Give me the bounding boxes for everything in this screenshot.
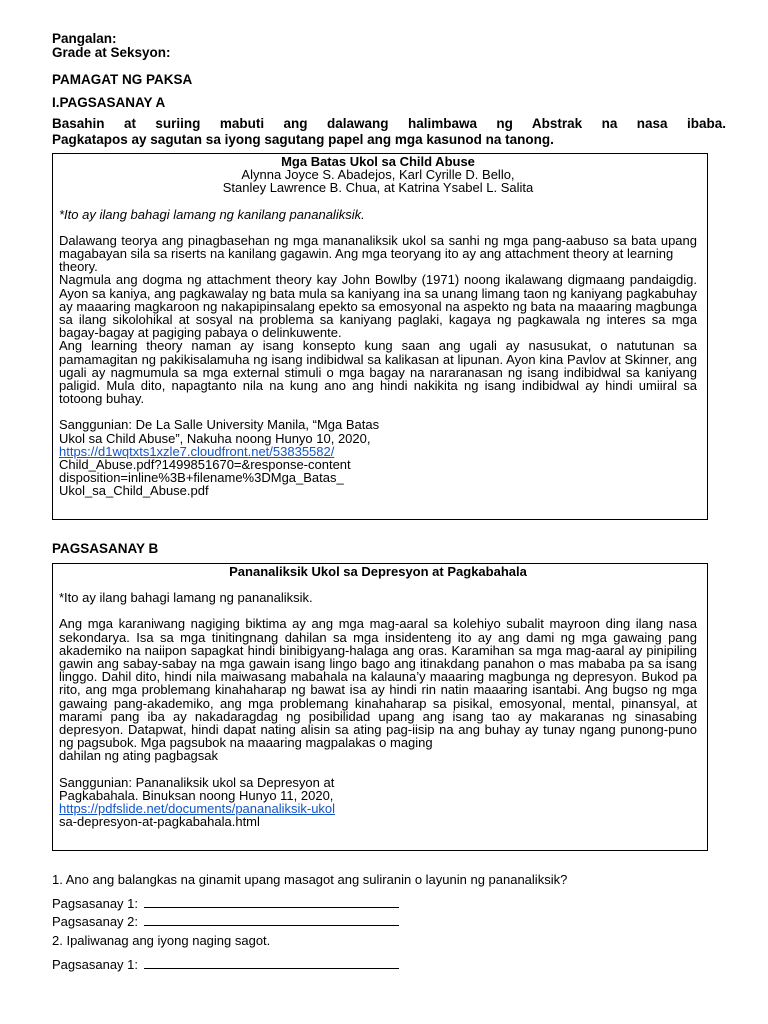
abstract-a-title: Mga Batas Ukol sa Child Abuse — [281, 154, 475, 169]
abstract-a-paragraph-2: Nagmula ang dogma ng attachment theory kay John Bowlby (1971) noong ikalawang digmaang pandaigdig. Ayon sa kaniya, ang pagkawalay ng bata mula sa kaniyang ina sa unang limang taon ng kaniyang pagkabuhay ay maaaring magkaroon ng nakapipinsalang epekto sa emosyonal na aspekto ng bata na maaaring magbunga sa ilang sikolohikal at sosyal na problema sa kaniyang paglaki, kagaya ng pagkawala ng interes sa mga bagay-bagay at pagiging pabaya o delinkuwente. — [59, 272, 697, 341]
abstract-a-source-2: Ukol sa Child Abuse”, Nakuha noong Hunyo 10, 2020, — [59, 430, 371, 446]
abstract-a-source-1: Sanggunian: De La Salle University Manila, “Mga Batas — [59, 417, 380, 433]
instructions-line-2: Pagkatapos ay sagutan sa iyong sagutang papel ang mga kasunod na tanong. — [52, 132, 554, 147]
abstract-a-paragraph-1-end: theory. — [59, 259, 98, 275]
abstract-a-box — [52, 153, 708, 520]
q1-answer-row-1 — [52, 896, 399, 911]
name-label: Pangalan: — [52, 31, 117, 46]
q1-answer-label-1: Pagsasanay 1: — [52, 896, 139, 911]
grade-section-label: Grade at Seksyon: — [52, 45, 171, 60]
q2-answer-line-1[interactable] — [144, 957, 399, 969]
question-2: 2. Ipaliwanag ang iyong naging sagot. — [52, 933, 271, 948]
abstract-a-source-4: disposition=inline%3B+filename%3DMga_Batas_ — [59, 470, 344, 486]
abstract-b-note: *Ito ay ilang bahagi lamang ng pananaliksik. — [59, 590, 313, 606]
instructions — [52, 116, 726, 148]
abstract-b-source-3: sa-depresyon-at-pagkabahala.html — [59, 814, 260, 830]
abstract-a-paragraph-3: Ang learning theory naman ay isang konsepto kung saan ang ugali ay nasusukat, o natutunan sa pamamagitan ng pakikisalamuha ng isang indibidwal sa kalikasan at lipunan. Ayon kina Pavlov at Skinner, ang ugali ay nagmumula sa mga external stimuli o mga bagay na nararanasan ng isang indibidwal sa kaniyang paligid. Mula dito, napagtanto nila na kung ano ang hindi nakikita ng isang indibidwal ay hindi umiiral sa totoong buhay. — [59, 338, 697, 407]
question-1: 1. Ano ang balangkas na ginamit upang masagot ang suliranin o layunin ng pananaliksik? — [52, 872, 568, 887]
instructions-line-1: Basahin at suriing mabuti ang dalawang halimbawa ng Abstrak na nasa ibaba. — [52, 116, 726, 131]
abstract-a-authors-2: Stanley Lawrence B. Chua, at Katrina Ysabel L. Salita — [222, 180, 534, 196]
abstract-a-source-5: Ukol_sa_Child_Abuse.pdf — [59, 483, 209, 499]
abstract-b-box — [52, 563, 708, 851]
q2-answer-row-1 — [52, 957, 399, 972]
q1-answer-row-2 — [52, 914, 399, 929]
abstract-b-paragraph-1: Ang mga karaniwang nagiging biktima ay ang mga mag-aaral sa kolehiyo subalit mayroon ding ilang nasa sekondarya. Isa sa mga tinitingnang dahilan sa mga insidenteng ito ay ang dami ng mga gawaing pang akademiko na naiipon sapagkat hindi binibigyang-halaga ang oras. Karamihan sa mga mag-aaral ay pinipiling gawin ang sabay-sabay na mga gawain isang lingo bago ang itinakdang panahon o mas mababa pa sa isang linggo. Dahil dito, hindi nila maiwasang mabahala na kalauna’y maaaring magbunga ng depresyon. Bukod pa rito, ang mga problemang kinahaharap ng bawat isa ay hindi rin natin maaaring isantabi. Ang bugso ng mga gawaing pang-akademiko, ang mga problemang kinahaharap sa pisikal, emosyonal, mental, pinansyal, at marami pang iba ay nakadaragdag ng posibilidad upang ang isang tao ay makaranas ng sinasabing depresyon. Datapwat, hindi dapat nating alisin sa ating pag-iisip na ang buhay ay tunay ngang punong-puno ng pagsubok. Mga pagsubok na maaaring magpalakas o maging — [59, 616, 697, 751]
abstract-a-note: *Ito ay ilang bahagi lamang ng kanilang pananaliksik. — [59, 206, 365, 222]
abstract-a-source-3: Child_Abuse.pdf?1499851670=&response-content — [59, 457, 351, 473]
abstract-b-source-2: Pagkabahala. Binuksan noong Hunyo 11, 2020, — [59, 787, 334, 803]
q1-answer-line-2[interactable] — [144, 914, 399, 926]
abstract-b-source-1: Sanggunian: Pananaliksik ukol sa Depresyon at — [59, 774, 335, 790]
q2-answer-label-1: Pagsasanay 1: — [52, 957, 139, 972]
abstract-b-paragraph-1-end: dahilan ng ating pagbagsak — [59, 748, 219, 764]
section-a-heading: I.PAGSASANAY A — [52, 95, 166, 110]
abstract-a-source-link[interactable]: https://d1wqtxts1xzle7.cloudfront.net/53835582/ — [59, 443, 335, 459]
abstract-a-paragraph-1: Dalawang teorya ang pinagbasehan ng mga mananaliksik ukol sa sanhi ng mga pang-aabuso sa bata upang magabayan sila sa riserts na kanilang gagawin. Ang mga teoryang ito ay ang attachment theory at learning — [59, 232, 697, 262]
section-b-heading: PAGSASANAY B — [52, 541, 159, 556]
abstract-b-title: Pananaliksik Ukol sa Depresyon at Pagkabahala — [229, 564, 527, 579]
q1-answer-line-1[interactable] — [144, 896, 399, 908]
q1-answer-label-2: Pagsasanay 2: — [52, 914, 139, 929]
topic-title: PAMAGAT NG PAKSA — [52, 72, 193, 87]
abstract-a-authors-1: Alynna Joyce S. Abadejos, Karl Cyrille D. Bello, — [241, 167, 515, 183]
abstract-b-source-link[interactable]: https://pdfslide.net/documents/pananaliksik-ukol — [59, 801, 336, 817]
